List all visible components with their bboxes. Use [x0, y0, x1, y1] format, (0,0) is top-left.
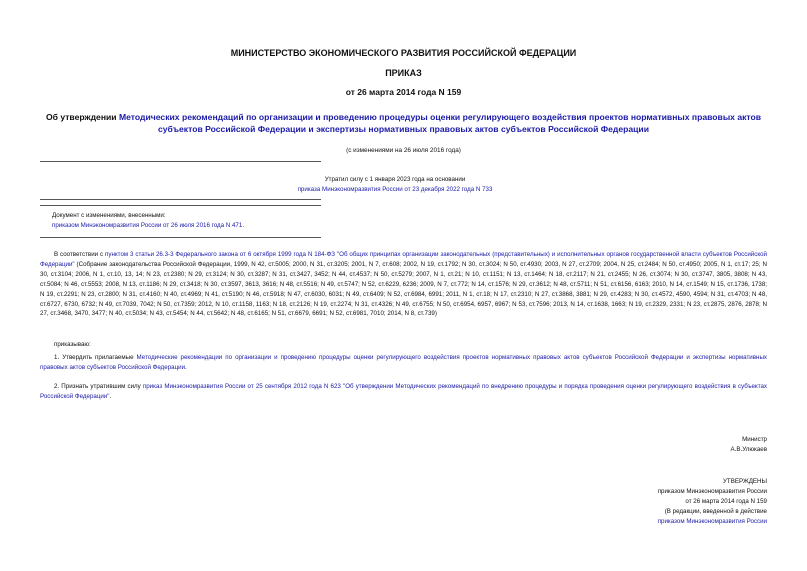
amending-docs-label: Документ с изменениями, внесенными:: [52, 212, 166, 219]
approval-line-2: приказом Минэкономразвития России: [657, 488, 767, 495]
divider: [40, 237, 321, 238]
approval-line-3: от 26 марта 2014 года N 159: [685, 498, 767, 505]
item-1-paragraph: [40, 353, 767, 373]
item-1-link[interactable]: Методические рекомендации по организации и проведению процедуры оценки регулирующего воздействия проектов нормативных правовых актов субъектов Российской Федерации и экспертизы нормативных правовых актов субъектов Российской Федерации: [40, 354, 768, 371]
lost-force-link[interactable]: приказа Минэкономразвития России от 23 декабря 2022 года N 733: [297, 186, 493, 193]
item-2-link[interactable]: приказ Минэкономразвития России от 25 сентября 2012 года N 623 "Об утверждении Методических рекомендаций по внедрению процедуры и порядка проведения оценки регулирующего воздействия в субъектах Российской Федерации": [40, 383, 767, 400]
lost-force-note: [230, 175, 560, 195]
amending-doc-suffix: .: [242, 222, 245, 229]
approval-link[interactable]: приказом Минэкономразвития России: [657, 518, 767, 525]
amending-docs-note: [52, 211, 322, 231]
federal-law-link[interactable]: пунктом 3 статьи 26.3-3 Федерального закона от 6 октября 1999 года N 184-ФЗ "Об общих принципах организации законодательных (представительных) и исполнительных органов государственной власти субъектов Российской Федерации": [40, 251, 768, 268]
doc-type-heading: ПРИКАЗ: [385, 68, 422, 78]
title-prefix: Об утверждении: [45, 112, 119, 122]
divider: [40, 199, 321, 200]
signatory-role: Министр: [742, 436, 767, 443]
item-1-suffix: .: [185, 363, 187, 371]
divider: [40, 205, 321, 206]
title-link[interactable]: Методических рекомендаций по организации и проведению процедуры оценки регулирующего воздействия проектов нормативных правовых актов субъектов Российской Федерации и экспертизы нормативных правовых актов субъектов Российской Федерации: [118, 112, 762, 134]
item-1-prefix: 1. Утвердить прилагаемые: [54, 354, 137, 361]
doc-date-number: от 26 марта 2014 года N 159: [345, 87, 462, 97]
preamble-rest: (Собрание законодательства Российской Федерации, 1999, N 42, ст.5005; 2000, N 31, ст.3205; 2001, N 7, ст.608; 2002, N 19, ст.1792; N 30, ст.3024; N 50, ст.4930; 2003, N 27, ст.2709; 2004, N 25, ст.2484; N 50, ст.4950; 2005, N 1, ст.17; 25; N 30, ст.3104; 2006, N 1, ст.10, 13, 14; N 23, ст.2380; N 29, ст.3124; N 30, ст.3287; N 31, ст.3427, 3452; N 44, ст.4537; N 50, ст.5279; 2007, N 1, ст.21; N 10, ст.1151; N 13, ст.1464; N 18, ст.2117; N 21, ст.2455; N 26, ст.3074; N 30, ст.3747, 3805, 3808; N 43, ст.5084; N 46, ст.5553; 2008, N 13, ст.1186; N 29, ст.3418; N 30, ст.3597, 3613, 3616; N 48, ст.5516; N 49, ст.5747; N 52, ст.6229, 6236; 2009, N 7, ст.772; N 14, ст.1576; N 29, ст.3612; N 48, ст.5711; N 51, ст.6156, 6163; 2010, N 14, ст.1549; N 15, ст.1736, 1738; N 19, ст.2291; N 23, ст.2800; N 31, ст.4160; N 40, ст.4969; N 41, ст.5190; N 46, ст.5918; N 47, ст.6030, 6031; N 49, ст.6409; N 52, ст.6984, 6991; 2011, N 1, ст.18; N 17, ст.2310; N 27, ст.3868, 3881; N 29, ст.4283; N 30, ст.4572, 4590, 4594; N 31, ст.4703; N 48, ст.6727, 6730, 6732; N 49, ст.7039, 7042; N 50, ст.7359; 2012, N 10, ст.1158, 1163; N 18, ст.2126; N 19, ст.2274; N 31, ст.4326; N 49, ст.6755; N 50, ст.6954, 6957, 6967; N 53, ст.7596; 2013, N 14, ст.1638, 1663; N 19, ст.2329, 2331; N 23, ст.2875, 2876, 2878; N 27, ст.3468, 3470, 3477; N 40, ст.5034; N 43, ст.5454; N 44, ст.5642; N 48, ст.6165; N 51, ст.6679, 6691; N 52, ст.6981, 7010; 2014, N 8, ст.739): [40, 260, 767, 318]
order-word: приказываю:: [54, 341, 91, 348]
item-2-suffix: .: [109, 392, 112, 400]
approval-block: [658, 477, 767, 527]
divider: [40, 161, 321, 162]
document-title: [40, 111, 767, 135]
ministry-heading: МИНИСТЕРСТВО ЭКОНОМИЧЕСКОГО РАЗВИТИЯ РОССИЙСКОЙ ФЕДЕРАЦИИ: [230, 48, 577, 58]
lost-force-line: Утратил силу с 1 января 2023 года на основании: [324, 176, 466, 183]
amendments-note: (с изменениями на 26 июля 2016 года): [346, 147, 461, 154]
approval-line-4: (В редакции, введенной в действие: [664, 508, 767, 515]
signature-block: [731, 435, 767, 455]
preamble-intro: В соответствии с: [54, 251, 106, 258]
signatory-name: А.В.Улюкаев: [730, 446, 767, 453]
approval-heading: УТВЕРЖДЕНЫ: [723, 478, 767, 485]
amending-doc-link[interactable]: приказом Минэкономразвития России от 26 июля 2016 года N 471: [52, 222, 243, 229]
preamble-paragraph: [40, 250, 767, 319]
item-2-prefix: 2. Признать утратившим силу: [54, 383, 143, 390]
item-2-paragraph: [40, 382, 767, 402]
